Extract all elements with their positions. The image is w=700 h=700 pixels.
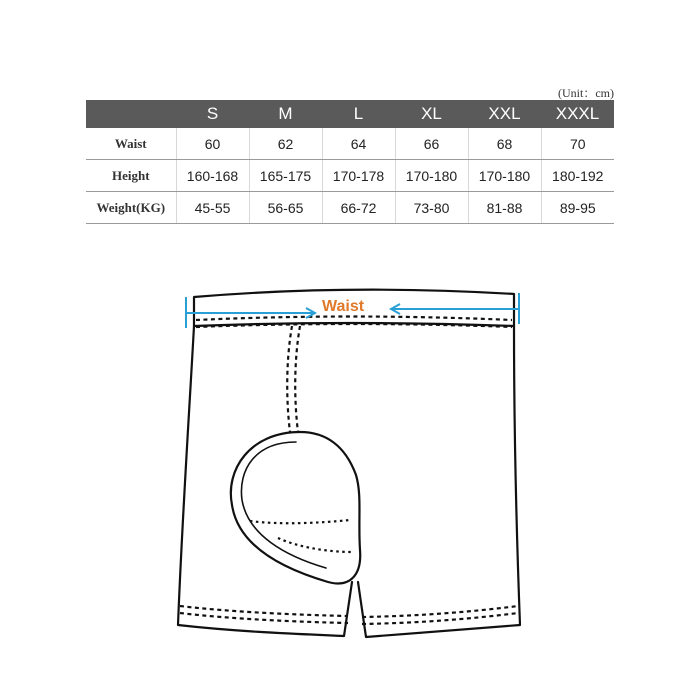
table-cell: 66-72 [322,192,395,224]
unit-note: (Unit：cm) [558,86,614,100]
table-cell: 56-65 [249,192,322,224]
size-header-s: S [176,100,249,128]
table-cell: 89-95 [541,192,614,224]
table-cell: 170-180 [468,160,541,192]
size-header-xxl: XXL [468,100,541,128]
table-cell: 165-175 [249,160,322,192]
table-cell: 60 [176,128,249,160]
waist-label: Waist [322,298,365,315]
table-cell: 66 [395,128,468,160]
row-label-height: Height [86,160,176,192]
table-cell: 45-55 [176,192,249,224]
table-cell: 180-192 [541,160,614,192]
table-cell: 68 [468,128,541,160]
size-header-m: M [249,100,322,128]
table-cell: 70 [541,128,614,160]
size-header-xxxl: XXXL [541,100,614,128]
row-label-waist: Waist [86,128,176,160]
shorts-outline-icon [178,290,520,637]
table-cell: 64 [322,128,395,160]
table-cell: 170-180 [395,160,468,192]
size-header-l: L [322,100,395,128]
table-cell: 81-88 [468,192,541,224]
row-label-weight: Weight(KG) [86,192,176,224]
table-cell: 62 [249,128,322,160]
table-cell: 160-168 [176,160,249,192]
table-cell: 73-80 [395,192,468,224]
size-header-xl: XL [395,100,468,128]
table-cell: 170-178 [322,160,395,192]
stitching-icon [180,317,518,625]
